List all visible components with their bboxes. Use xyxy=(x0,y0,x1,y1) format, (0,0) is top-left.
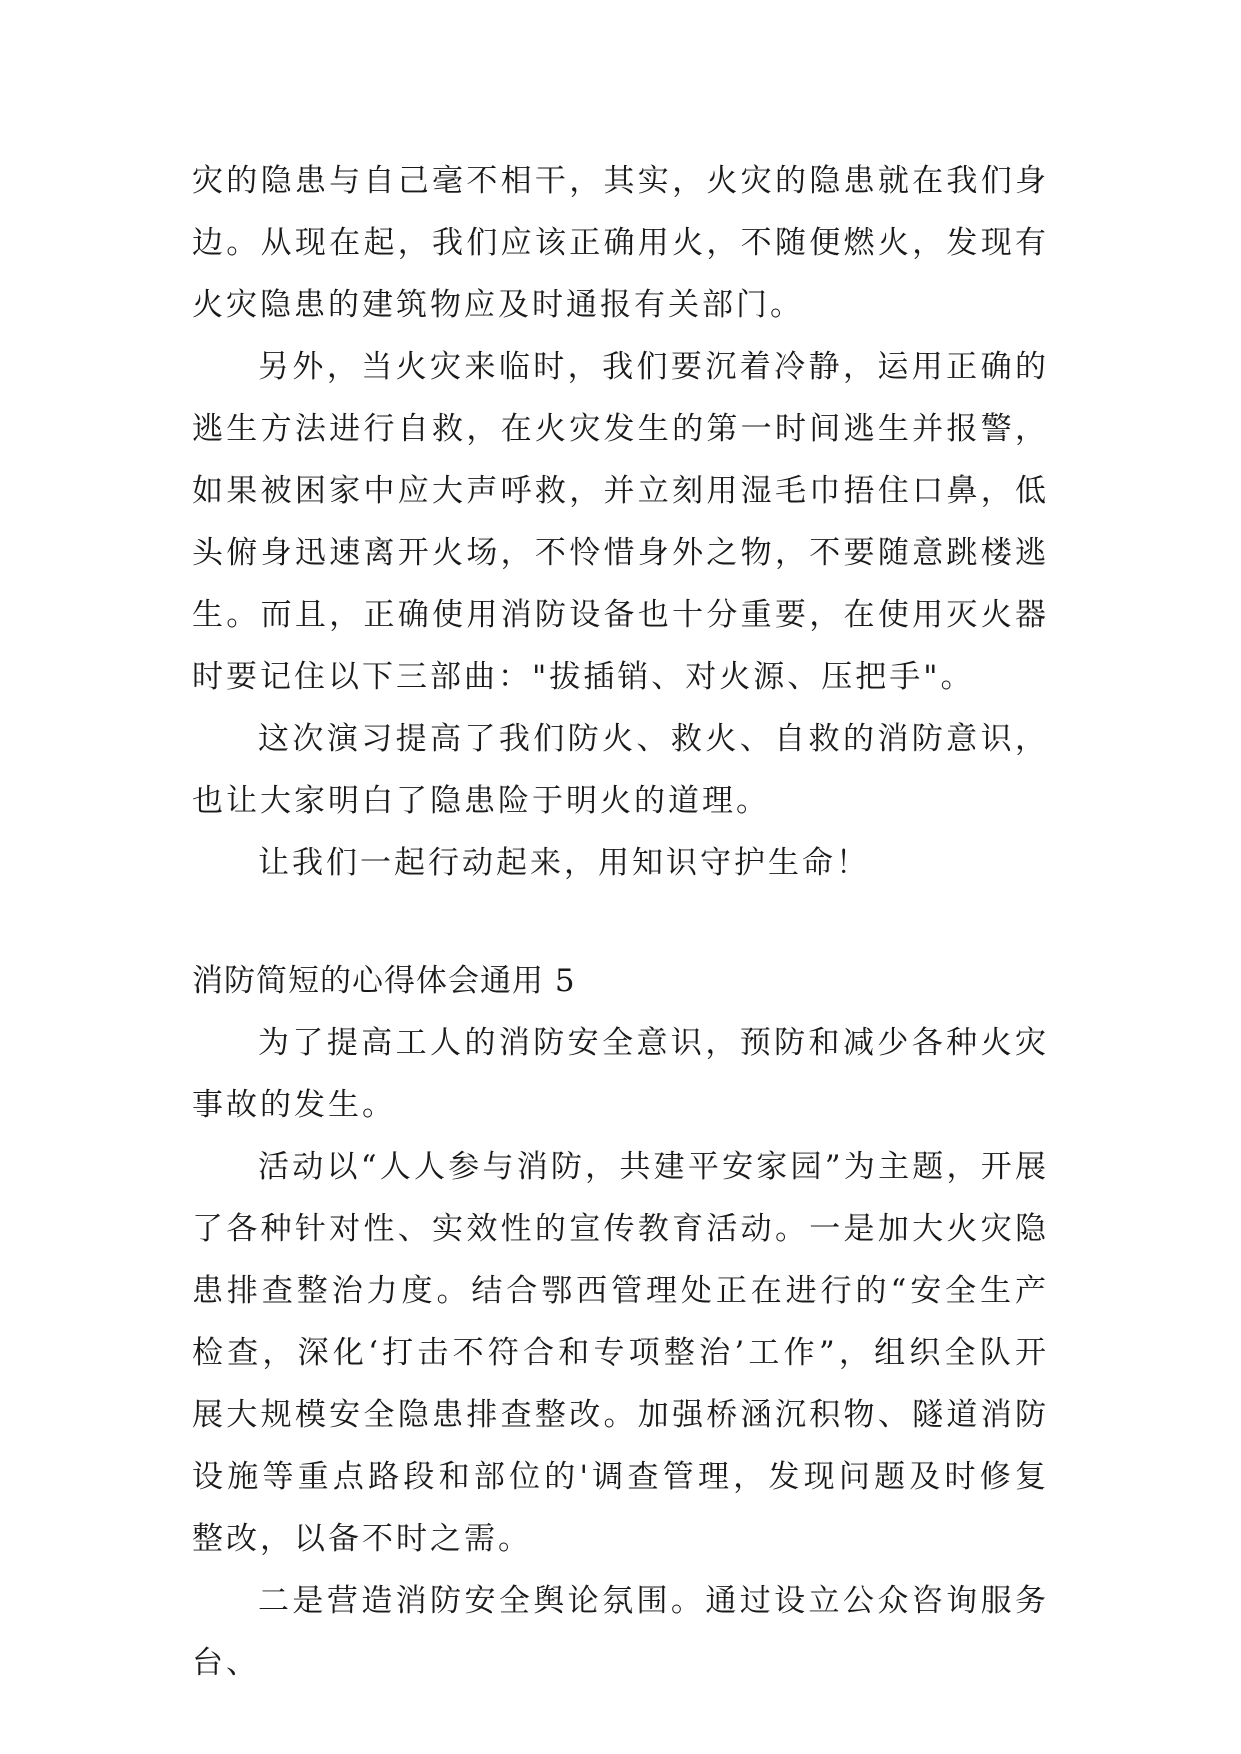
section-paragraph-publicity: 二是营造消防安全舆论氛围。通过设立公众咨询服务台、 xyxy=(192,1583,1049,1681)
paragraph-drill-summary: 这次演习提高了我们防火、救火、自救的消防意识，也让大家明白了隐患险于明火的道理。 xyxy=(192,721,1049,819)
paragraph-continuation: 灾的隐患与自己毫不相干，其实，火灾的隐患就在我们身边。从现在起，我们应该正确用火，不随便燃火，发现有火灾隐患的建筑物应及时通报有关部门。 xyxy=(192,163,1049,323)
section-paragraph-activity: 活动以“人人参与消防，共建平安家园”为主题，开展了各种针对性、实效性的宣传教育活动。一是加大火灾隐患排查整治力度。结合鄂西管理处正在进行的“安全生产检查，深化‘打击不符合和专项整治’工作”，组织全队开展大规模安全隐患排查整改。加强桥涵沉积物、隧道消防设施等重点路段和部位的'调查管理，发现问题及时修复整改，以备不时之需。 xyxy=(192,1149,1049,1557)
section-paragraph-purpose: 为了提高工人的消防安全意识，预防和减少各种火灾事故的发生。 xyxy=(192,1025,1049,1123)
section-heading: 消防简短的心得体会通用 5 xyxy=(192,963,576,999)
document-body xyxy=(192,150,1049,1694)
paragraph-escape-methods: 另外，当火灾来临时，我们要沉着冷静，运用正确的逃生方法进行自救，在火灾发生的第一时间逃生并报警，如果被困家中应大声呼救，并立刻用湿毛巾捂住口鼻，低头俯身迅速离开火场，不怜惜身外之物，不要随意跳楼逃生。而且，正确使用消防设备也十分重要，在使用灭火器时要记住以下三部曲："拔插销、对火源、压把手"。 xyxy=(192,349,1049,695)
paragraph-call-to-action: 让我们一起行动起来，用知识守护生命！ xyxy=(258,845,870,881)
